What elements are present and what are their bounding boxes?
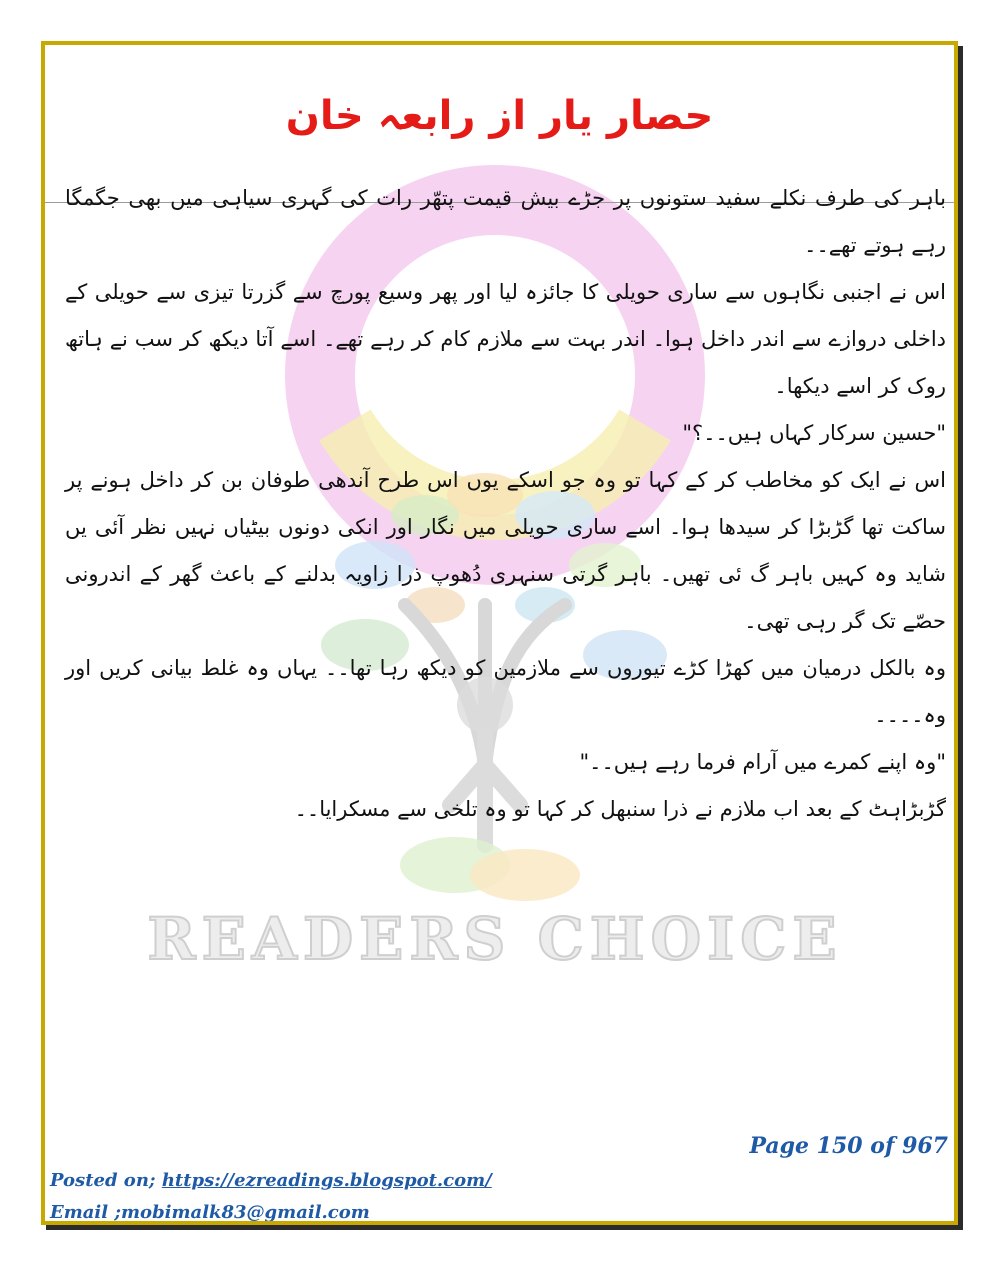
posted-line: [50, 1170, 492, 1191]
paragraph: "وہ اپنے کمرے میں آرام فرما رہے ہیں۔۔": [579, 750, 946, 774]
paragraph: وہ بالکل درمیان میں کھڑا کڑے تیوروں سے ملازمین کو دیکھ رہا تھا۔۔ یہاں وہ غلط بیانی کریں اور وہ۔۔۔۔: [65, 656, 946, 727]
blog-link[interactable]: https://ezreadings.blogspot.com/: [161, 1170, 492, 1191]
paragraph: اس نے اجنبی نگاہوں سے ساری حویلی کا جائزہ لیا اور پھر وسیع پورچ سے گزرتا تیزی سے حویلی کے داخلی دروازے سے اندر داخل ہوا۔ اندر بہت سے ملازم کام کر رہے تھے۔ اسے آتا دیکھ کر سب نے ہاتھ روک کر اسے دیکھا۔: [65, 280, 946, 398]
paragraph: گڑبڑاہٹ کے بعد اب ملازم نے ذرا سنبھل کر کہا تو وہ تلخی سے مسکرایا۔۔: [294, 797, 946, 821]
page-frame: [41, 41, 958, 1225]
posted-label: Posted on;: [50, 1170, 156, 1191]
email-line: Email ;mobimalk83@gmail.com: [50, 1202, 370, 1223]
story-body: [65, 175, 946, 833]
watermark-text: READERS CHOICE: [147, 905, 843, 973]
page-number: Page 150 of 967: [749, 1133, 948, 1159]
document-title: حصار یار از رابعہ خان: [285, 93, 714, 139]
paragraph: باہر کی طرف نکلے سفید ستونوں پر جڑے بیش قیمت پتھّر رات کی گہری سیاہی میں بھی جگمگا رہے ہوتے تھے۔۔: [65, 186, 946, 257]
paragraph: "حسین سرکار کہاں ہیں۔۔؟": [682, 421, 946, 445]
paragraph: اس نے ایک کو مخاطب کر کے کہا تو وہ جو اسکے یوں اس طرح آندھی طوفان بن کر داخل ہونے پر ساکت تھا گڑبڑا کر سیدھا ہوا۔ اسے ساری حویلی میں نگار اور انکی دونوں بیٹیاں نہیں نظر آئی یں شاید وہ کہیں باہر گ ئی تھیں۔ باہر گرتی سنہری دُھوپ ذرا زاویہ بدلنے کے باعث گھر کے اندرونی حصّے تک گر رہی تھی۔: [65, 468, 946, 633]
